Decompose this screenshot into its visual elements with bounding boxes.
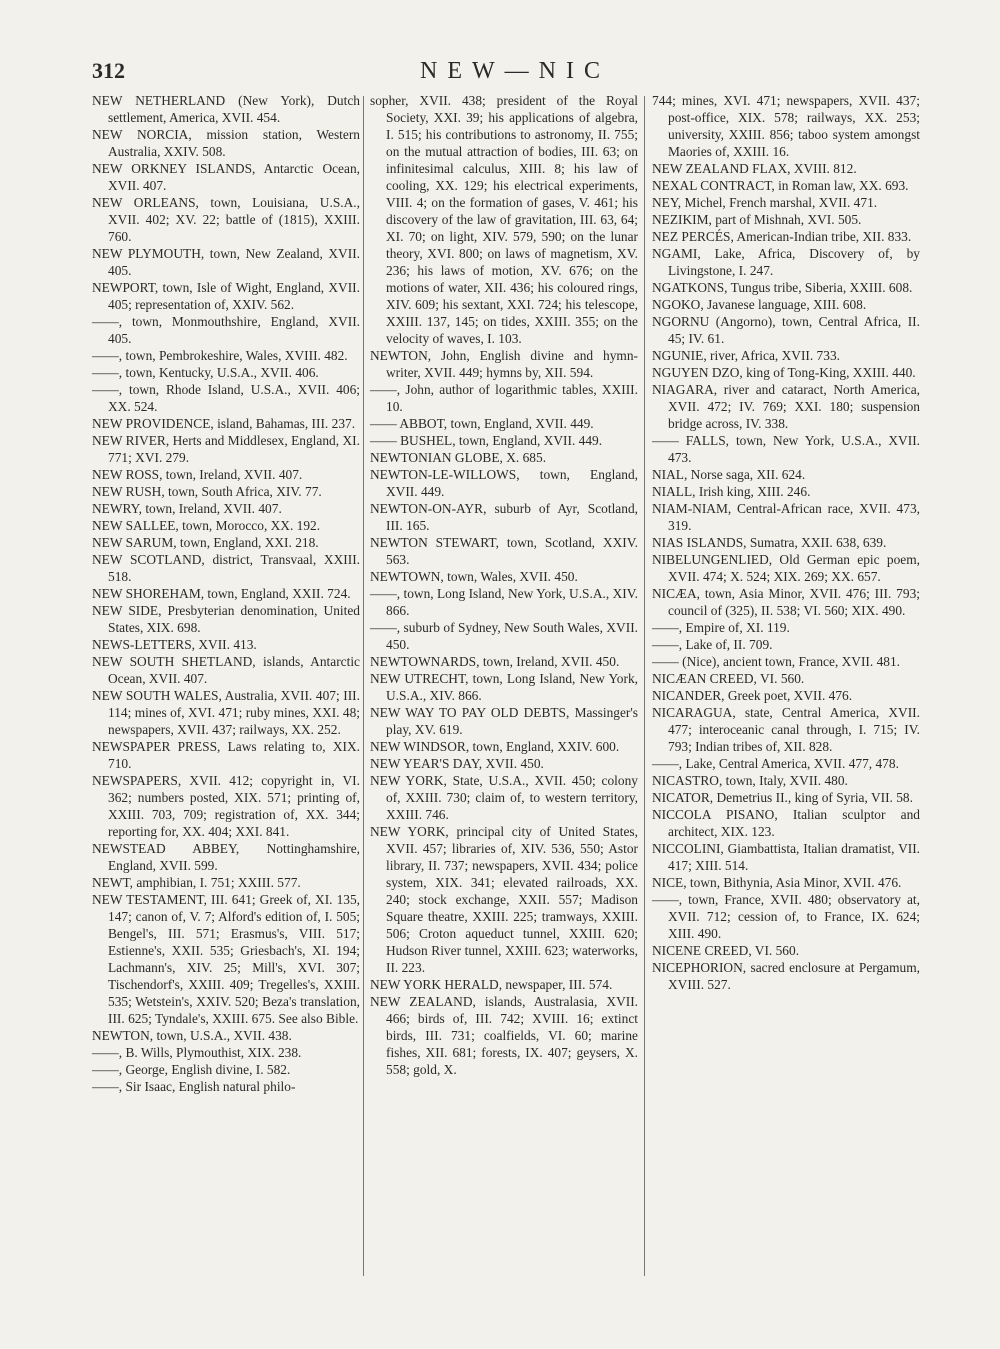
index-column-3 <box>652 92 920 993</box>
index-entry: NEW ZEALAND, islands, Australasia, XVII. 466; birds of, III. 742; XVIII. 16; extinct birds, III. 731; coalfields, VI. 60; marine fishes, XII. 681; forests, IX. 407; geysers, X. 558; gold, X. <box>370 994 638 1077</box>
index-entry: ——, town, Kentucky, U.S.A., XVII. 406. <box>92 365 319 380</box>
index-entry: NEWS-LETTERS, XVII. 413. <box>92 637 257 652</box>
index-entry: NEW YORK HERALD, newspaper, III. 574. <box>370 977 613 992</box>
index-entry: NICCOLA PISANO, Italian sculptor and architect, XIX. 123. <box>652 807 920 839</box>
index-entry: NEWRY, town, Ireland, XVII. 407. <box>92 501 282 516</box>
index-entry: ——, town, France, XVII. 480; observatory at, XVII. 712; cession of, to France, IX. 624; XIII. 490. <box>652 892 920 941</box>
running-head: NEW—NIC <box>420 58 610 84</box>
index-entry: ——, Sir Isaac, English natural philo- <box>92 1079 296 1094</box>
index-entry: ——, town, Long Island, New York, U.S.A., XIV. 866. <box>370 586 638 618</box>
index-entry: NEW PROVIDENCE, island, Bahamas, III. 237. <box>92 416 356 431</box>
index-entry: NEWTON-LE-WILLOWS, town, England, XVII. 449. <box>370 467 638 499</box>
index-entry: NEWTON-ON-AYR, suburb of Ayr, Scotland, III. 165. <box>370 501 638 533</box>
index-entry: NEW ORLEANS, town, Louisiana, U.S.A., XVII. 402; XV. 22; battle of (1815), XXIII. 760. <box>92 195 360 244</box>
column-rule <box>363 96 364 1276</box>
index-entry: NICARAGUA, state, Central America, XVII. 477; interoceanic canal through, I. 715; IV. 793; Indian tribes of, XII. 828. <box>652 705 920 754</box>
index-entry: NGOKO, Javanese language, XIII. 608. <box>652 297 867 312</box>
index-entry: —— (Nice), ancient town, France, XVII. 481. <box>652 654 901 669</box>
index-entry: NGORNU (Angorno), town, Central Africa, II. 45; IV. 61. <box>652 314 920 346</box>
index-entry: NGAMI, Lake, Africa, Discovery of, by Livingstone, I. 247. <box>652 246 920 278</box>
index-entry: NEW YEAR'S DAY, XVII. 450. <box>370 756 544 771</box>
index-entry: NIAL, Norse saga, XII. 624. <box>652 467 806 482</box>
index-entry: 744; mines, XVI. 471; newspapers, XVII. 437; post-office, XIX. 578; railways, XX. 253; university, XXIII. 856; taboo system amongst Maories of, XXIII. 16. <box>652 93 920 159</box>
index-entry: NGUNIE, river, Africa, XVII. 733. <box>652 348 840 363</box>
index-entry: NEW YORK, State, U.S.A., XVII. 450; colony of, XXIII. 730; claim of, to western territory, XXIII. 746. <box>370 773 638 822</box>
index-entry: ——, town, Pembrokeshire, Wales, XVIII. 482. <box>92 348 348 363</box>
index-entry: NEWTON, John, English divine and hymn-writer, XVII. 449; hymns by, XII. 594. <box>370 348 638 380</box>
index-entry: NICEPHORION, sacred enclosure at Pergamum, XVIII. 527. <box>652 960 920 992</box>
index-entry: NIAM-NIAM, Central-African race, XVII. 473, 319. <box>652 501 920 533</box>
index-entry: NEW SHOREHAM, town, England, XXII. 724. <box>92 586 351 601</box>
index-entry: ——, George, English divine, I. 582. <box>92 1062 291 1077</box>
index-entry: NIAS ISLANDS, Sumatra, XXII. 638, 639. <box>652 535 887 550</box>
index-entry: NEW WAY TO PAY OLD DEBTS, Massinger's play, XV. 619. <box>370 705 638 737</box>
index-entry: NEWPORT, town, Isle of Wight, England, XVII. 405; representation of, XXIV. 562. <box>92 280 360 312</box>
index-entry: —— FALLS, town, New York, U.S.A., XVII. 473. <box>652 433 920 465</box>
index-entry: NEW TESTAMENT, III. 641; Greek of, XI. 135, 147; canon of, V. 7; Alford's edition of, I. 505; Bengel's, III. 571; Erasmus's, VIII. 517; Estienne's, XXII. 535; Griesbach's, XI. 194; Lachmann's, XIV. 25; Mill's, XVI. 307; Tischendorf's, XXIII. 409; Tregelles's, XXIII. 535; Wetstein's, XXIV. 520; Beza's translation, III. 625; Tyndale's, XXIII. 675. See also Bible. <box>92 892 360 1026</box>
index-entry: NEW NETHERLAND (New York), Dutch settlement, America, XVII. 454. <box>92 93 360 125</box>
index-entry: NGUYEN DZO, king of Tong-King, XXIII. 440. <box>652 365 916 380</box>
index-entry: NGATKONS, Tungus tribe, Siberia, XXIII. 608. <box>652 280 913 295</box>
index-entry: ——, John, author of logarithmic tables, XXIII. 10. <box>370 382 638 414</box>
index-entry: NICATOR, Demetrius II., king of Syria, VII. 58. <box>652 790 913 805</box>
index-entry: —— BUSHEL, town, England, XVII. 449. <box>370 433 603 448</box>
index-entry: NICCOLINI, Giambattista, Italian dramatist, VII. 417; XIII. 514. <box>652 841 920 873</box>
index-entry: ——, suburb of Sydney, New South Wales, XVII. 450. <box>370 620 638 652</box>
index-entry: NEW PLYMOUTH, town, New Zealand, XVII. 405. <box>92 246 360 278</box>
index-entry: ——, Lake, Central America, XVII. 477, 478. <box>652 756 899 771</box>
index-entry: NIAGARA, river and cataract, North America, XVII. 472; IV. 769; XXI. 180; suspension bridge across, IV. 338. <box>652 382 920 431</box>
index-entry: NEW UTRECHT, town, Long Island, New York, U.S.A., XIV. 866. <box>370 671 638 703</box>
index-entry: NEY, Michel, French marshal, XVII. 471. <box>652 195 878 210</box>
index-entry: NICE, town, Bithynia, Asia Minor, XVII. 476. <box>652 875 902 890</box>
index-entry: NEW ROSS, town, Ireland, XVII. 407. <box>92 467 303 482</box>
index-entry: NIALL, Irish king, XIII. 246. <box>652 484 811 499</box>
index-column-1 <box>92 92 360 1095</box>
index-entry: NEW YORK, principal city of United States, XVII. 457; libraries of, XIV. 536, 550; Astor library, II. 737; newspapers, XVII. 434; police system, XIX. 341; elevated railroads, XX. 240; stock exchange, XXII. 557; Madison Square theatre, XXIII. 225; tramways, XXIII. 506; Croton aqueduct tunnel, XXIII. 620; Hudson River tunnel, XXIII. 623; waterworks, II. 223. <box>370 824 638 975</box>
index-entry: NEWTOWNARDS, town, Ireland, XVII. 450. <box>370 654 620 669</box>
index-entry: NICÆA, town, Asia Minor, XVII. 476; III. 793; council of (325), II. 538; VI. 560; XIX. 490. <box>652 586 920 618</box>
index-entry: NEWTONIAN GLOBE, X. 685. <box>370 450 547 465</box>
index-column-2 <box>370 92 638 1078</box>
index-entry: NEWTON STEWART, town, Scotland, XXIV. 563. <box>370 535 638 567</box>
index-entry: NEZIKIM, part of Mishnah, XVI. 505. <box>652 212 862 227</box>
column-rule <box>644 96 645 1276</box>
index-entry: NEW NORCIA, mission station, Western Australia, XXIV. 508. <box>92 127 360 159</box>
index-entry: NEW ORKNEY ISLANDS, Antarctic Ocean, XVII. 407. <box>92 161 360 193</box>
index-entry: —— ABBOT, town, England, XVII. 449. <box>370 416 594 431</box>
index-entry: NEW SALLEE, town, Morocco, XX. 192. <box>92 518 321 533</box>
index-entry: NEW SOUTH SHETLAND, islands, Antarctic Ocean, XVII. 407. <box>92 654 360 686</box>
index-entry: ——, town, Rhode Island, U.S.A., XVII. 406; XX. 524. <box>92 382 360 414</box>
index-entry: NEWSTEAD ABBEY, Nottinghamshire, England, XVII. 599. <box>92 841 360 873</box>
index-entry: NEWTON, town, U.S.A., XVII. 438. <box>92 1028 292 1043</box>
index-entry: ——, town, Monmouthshire, England, XVII. 405. <box>92 314 360 346</box>
index-entry: NEW SARUM, town, England, XXI. 218. <box>92 535 319 550</box>
index-entry: NICASTRO, town, Italy, XVII. 480. <box>652 773 848 788</box>
index-entry: NEW SCOTLAND, district, Transvaal, XXIII. 518. <box>92 552 360 584</box>
index-entry: NICÆAN CREED, VI. 560. <box>652 671 805 686</box>
index-entry: ——, Lake of, II. 709. <box>652 637 773 652</box>
index-entry: NEW SIDE, Presbyterian denomination, United States, XIX. 698. <box>92 603 360 635</box>
index-entry: NEZ PERCÉS, American-Indian tribe, XII. 833. <box>652 229 912 244</box>
index-entry: NEW WINDSOR, town, England, XXIV. 600. <box>370 739 620 754</box>
page-number: 312 <box>92 58 125 83</box>
index-entry: NEWSPAPERS, XVII. 412; copyright in, VI. 362; numbers posted, XIX. 571; printing of, XXIII. 703, 709; registration of, XX. 344; reporting for, XX. 404; XXI. 841. <box>92 773 360 839</box>
index-entry: NEWT, amphibian, I. 751; XXIII. 577. <box>92 875 301 890</box>
index-entry: NEWTOWN, town, Wales, XVII. 450. <box>370 569 578 584</box>
index-entry: NICENE CREED, VI. 560. <box>652 943 800 958</box>
index-entry: ——, B. Wills, Plymouthist, XIX. 238. <box>92 1045 302 1060</box>
index-entry: sopher, XVII. 438; president of the Royal Society, XXI. 39; his applications of algebra, I. 515; his contributions to astronomy, II. 755; on the mutual attraction of bodies, III. 63; on infinitesimal calculus, XIII. 8; his law of cooling, XX. 129; his electrical experiments, VIII. 4; on the formation of gases, V. 461; his discovery of the law of gravitation, III. 63, 64; XI. 70; on light, XIV. 579, 590; on the lunar theory, XVI. 800; on laws of magnetism, XV. 236; his laws of motion, XV. 676; on the motions of water, XII. 436; his coloured rings, XIV. 609; his sextant, XXI. 724; his telescope, XXIII. 137, 145; on tides, XXIII. 355; on the velocity of waves, I. 103. <box>370 93 638 346</box>
index-entry: ——, Empire of, XI. 119. <box>652 620 790 635</box>
index-entry: NEWSPAPER PRESS, Laws relating to, XIX. 710. <box>92 739 360 771</box>
index-entry: NICANDER, Greek poet, XVII. 476. <box>652 688 853 703</box>
index-entry: NEW SOUTH WALES, Australia, XVII. 407; III. 114; mines of, XVI. 471; ruby mines, XXI. 48; newspapers, XVII. 437; railways, XX. 252. <box>92 688 360 737</box>
index-entry: NEW RUSH, town, South Africa, XIV. 77. <box>92 484 322 499</box>
index-entry: NEW RIVER, Herts and Middlesex, England, XI. 771; XVI. 279. <box>92 433 360 465</box>
index-entry: NEW ZEALAND FLAX, XVIII. 812. <box>652 161 857 176</box>
index-entry: NEXAL CONTRACT, in Roman law, XX. 693. <box>652 178 909 193</box>
index-entry: NIBELUNGENLIED, Old German epic poem, XVII. 474; X. 524; XIX. 269; XX. 657. <box>652 552 920 584</box>
